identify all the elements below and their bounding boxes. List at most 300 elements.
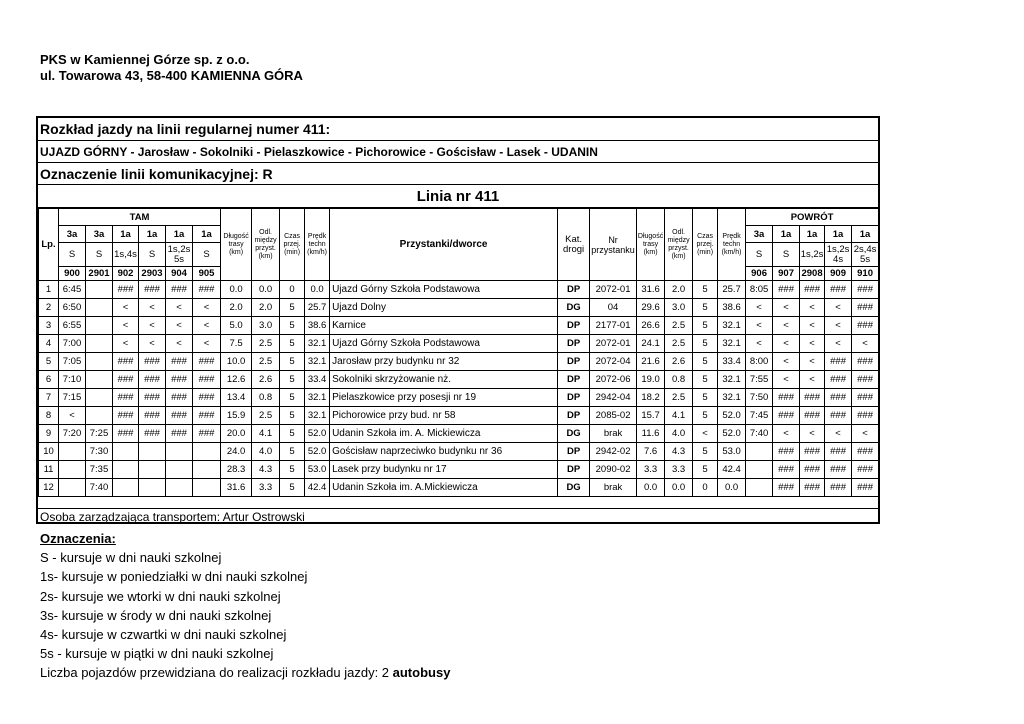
tam-time-cell: ### [113, 389, 139, 407]
tam-day-header: 1a [166, 226, 193, 243]
nr-header: Nr przystanku [590, 209, 637, 281]
tam-time-cell: ### [139, 353, 166, 371]
speed-cell: 42.4 [305, 479, 330, 497]
powrot-time-cell: < [800, 335, 825, 353]
tam-course-header: 905 [193, 267, 221, 281]
road-category: DP [558, 371, 590, 389]
tam-course-header: 904 [166, 267, 193, 281]
powrot-time-cell: ### [852, 479, 879, 497]
speed-cell: 32.1 [305, 335, 330, 353]
road-category: DP [558, 407, 590, 425]
powrot-time-cell: ### [773, 461, 800, 479]
time-back-cell: 5 [693, 407, 718, 425]
powrot-time-cell: < [852, 425, 879, 443]
powrot-time-cell: ### [800, 389, 825, 407]
tam-time-cell: < [113, 299, 139, 317]
speed-cell: 25.7 [305, 299, 330, 317]
distance-cell: 0.0 [221, 281, 252, 299]
speed-back-cell: 32.1 [718, 389, 746, 407]
road-header: Kat. drogi [558, 209, 590, 281]
powrot-header: POWRÓT [746, 209, 879, 226]
between-back-cell: 2.0 [665, 281, 693, 299]
row-number: 9 [39, 425, 59, 443]
tam-time-cell [113, 479, 139, 497]
tam-time-cell: < [193, 335, 221, 353]
row-number: 3 [39, 317, 59, 335]
road-category: DP [558, 317, 590, 335]
tam-time-cell: < [113, 335, 139, 353]
powrot-time-cell: < [773, 335, 800, 353]
stop-name: Jarosław przy budynku nr 32 [330, 353, 558, 371]
stop-name: Gościsław naprzeciwko budynku nr 36 [330, 443, 558, 461]
tam-course-header: 900 [59, 267, 86, 281]
tam-time-cell: ### [113, 371, 139, 389]
between-cell: 2.6 [252, 371, 280, 389]
powrot-time-cell: < [825, 299, 852, 317]
powrot-time-cell: ### [773, 479, 800, 497]
tam-time-cell: ### [166, 407, 193, 425]
powrot-time-cell: ### [773, 407, 800, 425]
tam-time-cell [139, 461, 166, 479]
tam-time-cell [86, 407, 113, 425]
time-cell: 5 [280, 479, 305, 497]
powrot-day-header: 1a [852, 226, 879, 243]
speed-cell: 52.0 [305, 425, 330, 443]
powrot-time-cell: ### [852, 317, 879, 335]
row-number: 10 [39, 443, 59, 461]
powrot-time-cell: < [825, 317, 852, 335]
powrot-time-cell: ### [825, 461, 852, 479]
powrot-course-header: 909 [825, 267, 852, 281]
between-cell: 2.5 [252, 335, 280, 353]
powrot-course-header: 906 [746, 267, 773, 281]
powrot-day-header: 3a [746, 226, 773, 243]
powrot-time-cell: < [773, 299, 800, 317]
powrot-time-cell: < [800, 317, 825, 335]
table-row [39, 353, 879, 371]
row-number: 5 [39, 353, 59, 371]
stop-number: 2177-01 [590, 317, 637, 335]
between-cell: 2.0 [252, 299, 280, 317]
legend-item: 4s- kursuje w czwartki w dni nauki szkolnej [40, 627, 287, 643]
stop-number: 2072-01 [590, 281, 637, 299]
time-header: Czas przej. (min) [280, 209, 305, 281]
row-number: 4 [39, 335, 59, 353]
between-cell: 4.0 [252, 443, 280, 461]
tam-time-cell [139, 479, 166, 497]
tam-time-cell [113, 461, 139, 479]
distance-back-cell: 18.2 [637, 389, 665, 407]
road-category: DG [558, 425, 590, 443]
stop-number: 2090-02 [590, 461, 637, 479]
tam-time-cell [86, 317, 113, 335]
stop-number: brak [590, 425, 637, 443]
legend-title: Oznaczenia: [40, 531, 116, 546]
powrot-time-cell: ### [825, 407, 852, 425]
time-back-cell: 5 [693, 461, 718, 479]
distance-cell: 24.0 [221, 443, 252, 461]
powrot-time-cell: < [746, 317, 773, 335]
table-row [39, 335, 879, 353]
powrot-time-cell [746, 443, 773, 461]
legend-item: 3s- kursuje w środy w dni nauki szkolnej [40, 607, 272, 623]
tam-time-cell: ### [166, 281, 193, 299]
distance-cell: 15.9 [221, 407, 252, 425]
stop-number: 04 [590, 299, 637, 317]
tam-time-cell: ### [166, 389, 193, 407]
distance-cell: 13.4 [221, 389, 252, 407]
time-cell: 5 [280, 425, 305, 443]
powrot-time-cell: ### [800, 407, 825, 425]
powrot-time-cell: ### [825, 281, 852, 299]
between-back-header: Odl. między przyst. (km) [665, 209, 693, 281]
tam-time-cell [139, 443, 166, 461]
powrot-time-cell: ### [800, 443, 825, 461]
legend-item: 1s- kursuje w poniedziałki w dni nauki szkolnej [40, 569, 308, 585]
powrot-time-cell: ### [800, 281, 825, 299]
tam-time-cell: < [193, 317, 221, 335]
table-row [39, 407, 879, 425]
distance-back-cell: 21.6 [637, 353, 665, 371]
table-row [39, 317, 879, 335]
tam-time-cell: ### [139, 281, 166, 299]
table-row [39, 389, 879, 407]
time-back-cell: 5 [693, 353, 718, 371]
time-cell: 5 [280, 407, 305, 425]
speed-back-header: Prędk techn (km/h) [718, 209, 746, 281]
tam-time-cell: 7:30 [86, 443, 113, 461]
powrot-time-cell: ### [773, 389, 800, 407]
powrot-time-cell: 7:45 [746, 407, 773, 425]
speed-cell: 33.4 [305, 371, 330, 389]
time-back-cell: 5 [693, 371, 718, 389]
tam-code-header: 1s,2s 5s [166, 243, 193, 267]
tam-time-cell [59, 479, 86, 497]
tam-time-cell: 6:45 [59, 281, 86, 299]
line-designation: Oznaczenie linii komunikacyjnej: R [38, 163, 878, 185]
stop-name: Udanin Szkoła im. A. Mickiewicza [330, 425, 558, 443]
tam-time-cell: 7:25 [86, 425, 113, 443]
distance-cell: 2.0 [221, 299, 252, 317]
powrot-time-cell: < [825, 425, 852, 443]
row-number: 7 [39, 389, 59, 407]
tam-code-header: S [59, 243, 86, 267]
road-category: DP [558, 389, 590, 407]
powrot-time-cell: ### [773, 443, 800, 461]
tam-time-cell: 7:05 [59, 353, 86, 371]
between-cell: 4.1 [252, 425, 280, 443]
tam-time-cell: 7:15 [59, 389, 86, 407]
tam-time-cell: ### [193, 371, 221, 389]
tam-course-header: 2901 [86, 267, 113, 281]
tam-time-cell [59, 443, 86, 461]
distance-back-cell: 26.6 [637, 317, 665, 335]
tam-time-cell: ### [139, 389, 166, 407]
tam-time-cell: ### [166, 425, 193, 443]
speed-cell: 32.1 [305, 353, 330, 371]
distance-back-cell: 19.0 [637, 371, 665, 389]
tam-time-cell: 7:40 [86, 479, 113, 497]
tam-time-cell: ### [193, 425, 221, 443]
distance-cell: 12.6 [221, 371, 252, 389]
between-cell: 3.3 [252, 479, 280, 497]
powrot-time-cell: ### [773, 281, 800, 299]
time-cell: 5 [280, 317, 305, 335]
speed-cell: 32.1 [305, 407, 330, 425]
stop-name: Ujazd Górny Szkoła Podstawowa [330, 281, 558, 299]
speed-back-cell: 38.6 [718, 299, 746, 317]
tam-time-cell: 7:20 [59, 425, 86, 443]
tam-code-header: 1s,4s [113, 243, 139, 267]
legend-item: S - kursuje w dni nauki szkolnej [40, 550, 222, 566]
powrot-time-cell: < [852, 335, 879, 353]
powrot-time-cell: ### [852, 389, 879, 407]
tam-day-header: 1a [139, 226, 166, 243]
legend-item: 5s - kursuje w piątki w dni nauki szkolnej [40, 646, 274, 662]
tam-course-header: 2903 [139, 267, 166, 281]
stop-name: Sokolniki skrzyżowanie nż. [330, 371, 558, 389]
time-cell: 5 [280, 461, 305, 479]
speed-cell: 52.0 [305, 443, 330, 461]
stop-number: brak [590, 479, 637, 497]
time-back-cell: 5 [693, 299, 718, 317]
vehicles-note [40, 663, 450, 682]
powrot-time-cell: ### [852, 461, 879, 479]
time-back-header: Czas przej. (min) [693, 209, 718, 281]
tam-time-cell [193, 443, 221, 461]
dist-back-header: Długość trasy (km) [637, 209, 665, 281]
time-back-cell: 5 [693, 335, 718, 353]
stop-number: 2072-06 [590, 371, 637, 389]
distance-back-cell: 31.6 [637, 281, 665, 299]
powrot-code-header: 2s,4s 5s [852, 243, 879, 267]
stop-name: Udanin Szkoła im. A.Mickiewicza [330, 479, 558, 497]
powrot-code-header: S [773, 243, 800, 267]
tam-time-cell: < [166, 299, 193, 317]
powrot-time-cell: < [773, 353, 800, 371]
powrot-time-cell: < [800, 299, 825, 317]
speed-header: Prędk techn (km/h) [305, 209, 330, 281]
powrot-time-cell: 8:00 [746, 353, 773, 371]
tam-time-cell: < [139, 335, 166, 353]
stop-name: Lasek przy budynku nr 17 [330, 461, 558, 479]
time-cell: 5 [280, 389, 305, 407]
tam-day-header: 1a [193, 226, 221, 243]
speed-cell: 0.0 [305, 281, 330, 299]
between-header: Odl. między przyst. (km) [252, 209, 280, 281]
stop-number: 2085-02 [590, 407, 637, 425]
vehicles-bold: autobusy [392, 665, 451, 681]
stop-number: 2942-04 [590, 389, 637, 407]
tam-day-header: 1a [113, 226, 139, 243]
time-cell: 0 [280, 281, 305, 299]
between-back-cell: 4.1 [665, 407, 693, 425]
schedule-frame [36, 116, 880, 524]
speed-back-cell: 32.1 [718, 371, 746, 389]
tam-time-cell [86, 389, 113, 407]
road-category: DG [558, 299, 590, 317]
between-back-cell: 2.6 [665, 353, 693, 371]
between-back-cell: 2.5 [665, 389, 693, 407]
powrot-time-cell [746, 479, 773, 497]
speed-back-cell: 0.0 [718, 479, 746, 497]
speed-cell: 32.1 [305, 389, 330, 407]
tam-time-cell: < [193, 299, 221, 317]
speed-back-cell: 25.7 [718, 281, 746, 299]
schedule-table [38, 208, 879, 497]
tam-time-cell: ### [166, 371, 193, 389]
powrot-code-header: S [746, 243, 773, 267]
tam-time-cell: < [166, 317, 193, 335]
tam-time-cell: 6:50 [59, 299, 86, 317]
speed-back-cell: 32.1 [718, 335, 746, 353]
stops-header: Przystanki/dworce [330, 209, 558, 281]
distance-back-cell: 11.6 [637, 425, 665, 443]
stop-number: 2072-04 [590, 353, 637, 371]
row-number: 11 [39, 461, 59, 479]
between-cell: 4.3 [252, 461, 280, 479]
distance-back-cell: 3.3 [637, 461, 665, 479]
vehicles-text: Liczba pojazdów przewidziana do realizacji rozkładu jazdy: 2 [40, 665, 393, 681]
powrot-time-cell: ### [825, 353, 852, 371]
between-back-cell: 3.0 [665, 299, 693, 317]
powrot-time-cell: 7:55 [746, 371, 773, 389]
table-row [39, 479, 879, 497]
speed-cell: 38.6 [305, 317, 330, 335]
tam-code-header: S [193, 243, 221, 267]
between-back-cell: 4.0 [665, 425, 693, 443]
powrot-time-cell: < [773, 425, 800, 443]
time-cell: 5 [280, 371, 305, 389]
powrot-time-cell: ### [852, 407, 879, 425]
stop-number: 2942-02 [590, 443, 637, 461]
distance-back-cell: 7.6 [637, 443, 665, 461]
between-back-cell: 0.8 [665, 371, 693, 389]
powrot-course-header: 907 [773, 267, 800, 281]
speed-back-cell: 42.4 [718, 461, 746, 479]
stop-name: Ujazd Górny Szkoła Podstawowa [330, 335, 558, 353]
road-category: DP [558, 443, 590, 461]
tam-time-cell [166, 461, 193, 479]
powrot-time-cell: < [825, 335, 852, 353]
row-number: 12 [39, 479, 59, 497]
between-cell: 0.0 [252, 281, 280, 299]
tam-time-cell: ### [113, 281, 139, 299]
powrot-time-cell: ### [852, 299, 879, 317]
between-cell: 2.5 [252, 407, 280, 425]
legend [40, 529, 450, 683]
stop-name: Pielaszkowice przy posesji nr 19 [330, 389, 558, 407]
powrot-time-cell: ### [852, 353, 879, 371]
tam-time-cell: ### [113, 425, 139, 443]
powrot-time-cell [746, 461, 773, 479]
tam-time-cell: ### [139, 407, 166, 425]
row-number: 1 [39, 281, 59, 299]
road-category: DP [558, 335, 590, 353]
table-row [39, 299, 879, 317]
powrot-time-cell: < [800, 371, 825, 389]
lp-header: Lp. [39, 209, 59, 281]
tam-code-header: S [86, 243, 113, 267]
row-number: 6 [39, 371, 59, 389]
between-cell: 2.5 [252, 353, 280, 371]
time-cell: 5 [280, 335, 305, 353]
tam-time-cell: ### [193, 407, 221, 425]
tam-code-header: S [139, 243, 166, 267]
between-back-cell: 2.5 [665, 335, 693, 353]
powrot-time-cell: < [800, 353, 825, 371]
powrot-time-cell: 8:05 [746, 281, 773, 299]
tam-time-cell [86, 335, 113, 353]
tam-time-cell [193, 479, 221, 497]
distance-cell: 5.0 [221, 317, 252, 335]
time-cell: 5 [280, 353, 305, 371]
road-category: DG [558, 479, 590, 497]
powrot-code-header: 1s,2s [800, 243, 825, 267]
schedule-title: Rozkład jazdy na linii regularnej numer 411: [38, 118, 878, 141]
tam-time-cell [193, 461, 221, 479]
company-name: PKS w Kamiennej Górze sp. z o.o. [40, 52, 250, 67]
powrot-time-cell: ### [825, 371, 852, 389]
dist-header: Długość trasy (km) [221, 209, 252, 281]
tam-time-cell [113, 443, 139, 461]
distance-cell: 10.0 [221, 353, 252, 371]
line-number: Linia nr 411 [38, 185, 878, 208]
tam-time-cell: < [166, 335, 193, 353]
distance-cell: 28.3 [221, 461, 252, 479]
between-cell: 3.0 [252, 317, 280, 335]
tam-time-cell: ### [139, 425, 166, 443]
tam-course-header: 902 [113, 267, 139, 281]
powrot-course-header: 910 [852, 267, 879, 281]
powrot-time-cell: < [746, 335, 773, 353]
tam-time-cell: ### [113, 353, 139, 371]
time-back-cell: 5 [693, 281, 718, 299]
tam-time-cell: 7:10 [59, 371, 86, 389]
tam-time-cell [86, 371, 113, 389]
between-back-cell: 3.3 [665, 461, 693, 479]
powrot-course-header: 2908 [801, 268, 823, 279]
table-row [39, 425, 879, 443]
tam-time-cell: ### [193, 389, 221, 407]
powrot-day-header: 1a [773, 226, 800, 243]
time-cell: 5 [280, 299, 305, 317]
tam-time-cell [166, 443, 193, 461]
between-cell: 0.8 [252, 389, 280, 407]
tam-time-cell [86, 299, 113, 317]
tam-time-cell: ### [113, 407, 139, 425]
powrot-day-header: 1a [825, 226, 852, 243]
stop-number: 2072-01 [590, 335, 637, 353]
tam-header: TAM [59, 209, 221, 226]
tam-time-cell [86, 281, 113, 299]
powrot-time-cell: < [746, 299, 773, 317]
row-number: 2 [39, 299, 59, 317]
tam-time-cell: < [59, 407, 86, 425]
row-number: 8 [39, 407, 59, 425]
powrot-time-cell: 7:40 [746, 425, 773, 443]
distance-back-cell: 29.6 [637, 299, 665, 317]
tam-time-cell: 7:35 [86, 461, 113, 479]
time-back-cell: 5 [693, 443, 718, 461]
tam-time-cell [59, 461, 86, 479]
powrot-time-cell: ### [800, 479, 825, 497]
tam-time-cell: ### [193, 353, 221, 371]
distance-cell: 7.5 [221, 335, 252, 353]
tam-time-cell [166, 479, 193, 497]
speed-back-cell: 52.0 [718, 407, 746, 425]
road-category: DP [558, 281, 590, 299]
